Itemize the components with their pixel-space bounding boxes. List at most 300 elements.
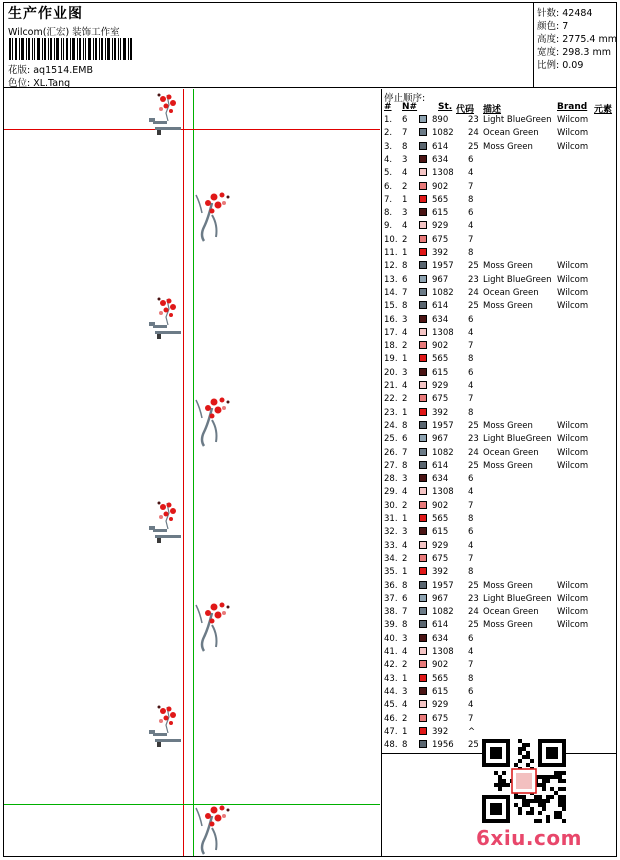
- brand-name: Wilcom: [557, 447, 589, 458]
- table-title: 停止顺序:: [384, 93, 426, 104]
- color-code: 6: [468, 474, 474, 485]
- table-row: [382, 301, 618, 314]
- row-number: 28.: [384, 474, 398, 485]
- needle-number: 4: [402, 540, 408, 551]
- table-row: [382, 408, 618, 421]
- watermark-text: 6xiu.com: [476, 826, 582, 850]
- needle-number: 4: [402, 327, 408, 338]
- brand-name: Wilcom: [557, 261, 589, 272]
- needle-number: 3: [402, 154, 408, 165]
- color-swatch: [419, 168, 427, 176]
- stitch-count: 929: [432, 381, 449, 391]
- flower-motif-small: [149, 499, 189, 545]
- needle-number: 8: [402, 740, 408, 751]
- row-number: 7.: [384, 194, 393, 205]
- needle-number: 7: [402, 128, 408, 139]
- color-code: 8: [468, 673, 474, 684]
- needle-number: 3: [402, 474, 408, 485]
- stitch-count: 634: [432, 154, 449, 165]
- stitch-count: 565: [432, 354, 449, 365]
- color-value: XL.Tang: [33, 78, 71, 89]
- needle-number: 1: [402, 194, 408, 205]
- color-swatch: [419, 514, 427, 522]
- row-number: 38.: [384, 607, 398, 618]
- flower-motif-large: [192, 394, 236, 452]
- color-swatch: [419, 474, 427, 482]
- color-swatch: [419, 487, 427, 495]
- color-code: 25: [468, 301, 479, 312]
- row-number: 11.: [384, 248, 398, 258]
- brand-name: Wilcom: [557, 593, 589, 604]
- color-swatch: [419, 541, 427, 549]
- row-number: 39.: [384, 620, 398, 631]
- row-number: 5.: [384, 168, 393, 179]
- color-description: Ocean Green: [483, 447, 539, 458]
- row-number: 40.: [384, 633, 398, 644]
- row-number: 16.: [384, 314, 398, 325]
- color-code: 4: [468, 487, 474, 498]
- col-header-element: 元素: [594, 105, 613, 115]
- needle-number: 3: [402, 633, 408, 644]
- row-number: 27.: [384, 460, 398, 471]
- needle-number: 1: [402, 673, 408, 684]
- color-code: 8: [468, 194, 474, 205]
- row-number: 36.: [384, 580, 398, 591]
- needle-number: 2: [402, 234, 408, 245]
- stats-panel: [534, 2, 617, 88]
- table-row: [382, 235, 618, 248]
- table-row: [382, 221, 618, 234]
- color-code: 23: [468, 115, 479, 125]
- row-number: 21.: [384, 381, 398, 391]
- needle-number: 1: [402, 407, 408, 418]
- color-code: 25: [468, 420, 479, 431]
- color-swatch: [419, 421, 427, 429]
- color-code: 4: [468, 221, 474, 232]
- row-number: 17.: [384, 327, 398, 338]
- color-code: 25: [468, 460, 479, 471]
- needle-number: 6: [402, 274, 408, 285]
- color-swatch: [419, 647, 427, 655]
- table-row: [382, 607, 618, 620]
- color-swatch: [419, 315, 427, 323]
- needle-number: 8: [402, 141, 408, 152]
- file-value: aq1514.EMB: [33, 65, 93, 76]
- table-row: [382, 527, 618, 540]
- table-row: [382, 394, 618, 407]
- color-description: Moss Green: [483, 301, 533, 312]
- color-swatch: [419, 328, 427, 336]
- color-code: 7: [468, 500, 474, 511]
- color-code: 8: [468, 354, 474, 365]
- stitch-count: 614: [432, 460, 449, 471]
- row-number: 9.: [384, 221, 393, 232]
- brand-name: Wilcom: [557, 460, 589, 471]
- flower-motif-large: [192, 189, 236, 247]
- needle-number: 8: [402, 261, 408, 272]
- color-swatch: [419, 674, 427, 682]
- table-row: [382, 474, 618, 487]
- stitch-count: 1082: [432, 607, 454, 618]
- color-line: [8, 75, 70, 89]
- stitch-count: 929: [432, 221, 449, 232]
- color-swatch: [419, 714, 427, 722]
- row-number: 34.: [384, 553, 398, 564]
- color-swatch: [419, 195, 427, 203]
- color-code: 25: [468, 580, 479, 591]
- stitch-count: 1308: [432, 327, 454, 338]
- stitch-count: 392: [432, 407, 449, 418]
- row-number: 31.: [384, 514, 398, 524]
- table-row: [382, 461, 618, 474]
- stitch-count: 967: [432, 593, 449, 604]
- col-header-brand: Brand: [557, 102, 588, 112]
- needle-number: 2: [402, 660, 408, 671]
- color-code: 24: [468, 287, 479, 298]
- stitch-count: 634: [432, 633, 449, 644]
- brand-name: Wilcom: [557, 434, 589, 445]
- row-number: 2.: [384, 128, 393, 139]
- color-code: 7: [468, 553, 474, 564]
- needle-number: 3: [402, 527, 408, 538]
- color-code: 6: [468, 314, 474, 325]
- table-row: [382, 155, 618, 168]
- color-swatch: [419, 275, 427, 283]
- table-row: [382, 261, 618, 274]
- color-code: 23: [468, 274, 479, 285]
- brand-name: Wilcom: [557, 607, 589, 618]
- color-code: 24: [468, 447, 479, 458]
- color-code: 24: [468, 128, 479, 139]
- color-code: 7: [468, 394, 474, 405]
- stitch-count: 675: [432, 553, 449, 564]
- brand-name: Wilcom: [557, 274, 589, 285]
- color-code: 6: [468, 633, 474, 644]
- color-swatch: [419, 354, 427, 362]
- stitch-count: 902: [432, 181, 449, 192]
- needle-number: 4: [402, 700, 408, 711]
- color-code: 6: [468, 367, 474, 378]
- color-code: 6: [468, 527, 474, 538]
- color-code: 25: [468, 261, 479, 272]
- needle-number: 8: [402, 580, 408, 591]
- needle-number: 3: [402, 208, 408, 219]
- col-header-st: St.: [438, 102, 453, 112]
- color-description: Light BlueGreen: [483, 593, 552, 604]
- color-code: 4: [468, 381, 474, 391]
- brand-name: Wilcom: [557, 287, 589, 298]
- color-swatch: [419, 554, 427, 562]
- color-swatch: [419, 235, 427, 243]
- stitch-count: 902: [432, 500, 449, 511]
- stitch-count: 967: [432, 274, 449, 285]
- color-swatch: [419, 394, 427, 402]
- stitch-count: 615: [432, 367, 449, 378]
- needle-number: 1: [402, 354, 408, 365]
- col-header-n: N#: [402, 102, 418, 112]
- header-panel: [3, 2, 534, 88]
- row-number: 22.: [384, 394, 398, 405]
- needle-number: 4: [402, 381, 408, 391]
- needle-number: 8: [402, 301, 408, 312]
- row-number: 18.: [384, 341, 398, 352]
- brand-name: Wilcom: [557, 620, 589, 631]
- color-swatch: [419, 740, 427, 748]
- row-number: 12.: [384, 261, 398, 272]
- table-row: [382, 581, 618, 594]
- color-code: 6: [468, 208, 474, 219]
- stitch-count: 890: [432, 115, 449, 125]
- needle-number: 4: [402, 647, 408, 657]
- stitch-count: 929: [432, 700, 449, 711]
- needle-number: 3: [402, 367, 408, 378]
- needle-number: 2: [402, 553, 408, 564]
- needle-number: 1: [402, 567, 408, 578]
- table-row: [382, 567, 618, 580]
- color-code: 25: [468, 141, 479, 152]
- color-code: 7: [468, 234, 474, 245]
- row-number: 1.: [384, 115, 393, 125]
- stitch-count: 675: [432, 394, 449, 405]
- color-swatch: [419, 448, 427, 456]
- flower-motif-large: [192, 802, 236, 856]
- stitch-count: 902: [432, 341, 449, 352]
- row-number: 15.: [384, 301, 398, 312]
- table-row: [382, 182, 618, 195]
- design-preview: [4, 89, 380, 856]
- table-row: [382, 128, 618, 141]
- color-code: 7: [468, 660, 474, 671]
- file-label: 花版:: [8, 65, 31, 76]
- color-swatch: [419, 567, 427, 575]
- color-code: 24: [468, 607, 479, 618]
- color-description: Moss Green: [483, 141, 533, 152]
- table-row: [382, 354, 618, 367]
- color-swatch: [419, 301, 427, 309]
- row-number: 13.: [384, 274, 398, 285]
- row-number: 26.: [384, 447, 398, 458]
- row-number: 8.: [384, 208, 393, 219]
- color-swatch: [419, 727, 427, 735]
- color-swatch: [419, 182, 427, 190]
- needle-number: 6: [402, 434, 408, 445]
- stitch-count: 565: [432, 514, 449, 524]
- table-row: [382, 208, 618, 221]
- color-swatch: [419, 634, 427, 642]
- color-description: Ocean Green: [483, 287, 539, 298]
- color-code: 8: [468, 514, 474, 524]
- brand-name: Wilcom: [557, 115, 589, 125]
- color-code: 23: [468, 434, 479, 445]
- col-header-desc: 描述: [483, 105, 502, 115]
- table-row: [382, 421, 618, 434]
- row-number: 47.: [384, 726, 398, 737]
- color-swatch: [419, 368, 427, 376]
- flower-motif-small: [149, 295, 189, 341]
- row-number: 37.: [384, 593, 398, 604]
- row-number: 19.: [384, 354, 398, 365]
- color-code: 6: [468, 154, 474, 165]
- needle-number: 3: [402, 686, 408, 697]
- table-row: [382, 620, 618, 633]
- table-row: [382, 328, 618, 341]
- stitch-count: 614: [432, 620, 449, 631]
- table-row: [382, 142, 618, 155]
- stitch-count: 1082: [432, 128, 454, 139]
- color-description: Light BlueGreen: [483, 115, 552, 125]
- row-number: 4.: [384, 154, 393, 165]
- row-number: 48.: [384, 740, 398, 751]
- table-row: [382, 687, 618, 700]
- color-code: 8: [468, 248, 474, 258]
- stat-height: 高度: 2775.4 mm: [537, 34, 618, 45]
- stat-stitches: 针数: 42484: [537, 8, 593, 19]
- color-swatch: [419, 341, 427, 349]
- needle-number: 2: [402, 500, 408, 511]
- stitch-count: 1082: [432, 447, 454, 458]
- color-description: Moss Green: [483, 580, 533, 591]
- row-number: 6.: [384, 181, 393, 192]
- row-number: 30.: [384, 500, 398, 511]
- color-code: 25: [468, 740, 479, 751]
- table-row: [382, 275, 618, 288]
- table-row: [382, 168, 618, 181]
- needle-number: 1: [402, 514, 408, 524]
- color-swatch: [419, 408, 427, 416]
- color-swatch: [419, 687, 427, 695]
- color-code: 6: [468, 686, 474, 697]
- table-row: [382, 434, 618, 447]
- row-number: 25.: [384, 434, 398, 445]
- color-code: 7: [468, 341, 474, 352]
- color-swatch: [419, 434, 427, 442]
- table-row: [382, 288, 618, 301]
- needle-number: 3: [402, 314, 408, 325]
- color-description: Light BlueGreen: [483, 274, 552, 285]
- flower-motif-small: [149, 91, 189, 137]
- table-row: [382, 368, 618, 381]
- color-code: 4: [468, 327, 474, 338]
- color-swatch: [419, 527, 427, 535]
- color-swatch: [419, 381, 427, 389]
- color-code: ^: [468, 726, 476, 737]
- stitch-count: 1957: [432, 261, 454, 272]
- table-row: [382, 660, 618, 673]
- row-number: 35.: [384, 567, 398, 578]
- color-description: Ocean Green: [483, 128, 539, 139]
- table-row: [382, 514, 618, 527]
- table-row: [382, 674, 618, 687]
- table-row: [382, 381, 618, 394]
- needle-number: 2: [402, 341, 408, 352]
- stitch-count: 565: [432, 194, 449, 205]
- color-swatch: [419, 248, 427, 256]
- needle-number: 1: [402, 726, 408, 737]
- barcode: [9, 38, 133, 60]
- color-code: 8: [468, 567, 474, 578]
- stitch-count: 614: [432, 141, 449, 152]
- stitch-count: 1957: [432, 580, 454, 591]
- color-code: 7: [468, 713, 474, 724]
- table-row: [382, 541, 618, 554]
- color-description: Moss Green: [483, 261, 533, 272]
- row-number: 41.: [384, 647, 398, 657]
- file-name-line: [8, 62, 93, 76]
- color-swatch: [419, 155, 427, 163]
- needle-number: 1: [402, 248, 408, 258]
- color-code: 4: [468, 168, 474, 179]
- footer-box: [381, 753, 617, 857]
- needle-number: 4: [402, 168, 408, 179]
- row-number: 29.: [384, 487, 398, 498]
- table-row: [382, 115, 618, 128]
- needle-number: 7: [402, 447, 408, 458]
- color-swatch: [419, 128, 427, 136]
- stat-colors: 颜色: 7: [537, 21, 569, 32]
- color-description: Moss Green: [483, 460, 533, 471]
- row-number: 33.: [384, 540, 398, 551]
- table-row: [382, 501, 618, 514]
- row-number: 10.: [384, 234, 398, 245]
- color-code: 23: [468, 593, 479, 604]
- stitch-count: 614: [432, 301, 449, 312]
- needle-number: 4: [402, 487, 408, 498]
- stitch-count: 565: [432, 673, 449, 684]
- table-row: [382, 554, 618, 567]
- needle-number: 6: [402, 115, 408, 125]
- stat-scale: 比例: 0.09: [537, 60, 584, 71]
- color-swatch: [419, 594, 427, 602]
- row-number: 20.: [384, 367, 398, 378]
- stitch-count: 634: [432, 314, 449, 325]
- row-number: 3.: [384, 141, 393, 152]
- color-swatch: [419, 221, 427, 229]
- color-code: 4: [468, 540, 474, 551]
- row-number: 42.: [384, 660, 398, 671]
- color-code: 4: [468, 647, 474, 657]
- brand-name: Wilcom: [557, 580, 589, 591]
- flower-motif-small: [149, 703, 189, 749]
- color-swatch: [419, 461, 427, 469]
- color-swatch: [419, 288, 427, 296]
- stitch-count: 902: [432, 660, 449, 671]
- table-row: [382, 248, 618, 261]
- row-number: 46.: [384, 713, 398, 724]
- table-row: [382, 448, 618, 461]
- row-number: 32.: [384, 527, 398, 538]
- color-swatch: [419, 261, 427, 269]
- flower-motif-large: [192, 599, 236, 657]
- stitch-count: 392: [432, 567, 449, 578]
- company-subtitle: Wilcom(汇宏) 装饰工作室: [8, 27, 120, 38]
- color-swatch: [419, 142, 427, 150]
- needle-number: 8: [402, 620, 408, 631]
- color-swatch: [419, 581, 427, 589]
- needle-number: 6: [402, 593, 408, 604]
- stitch-count: 675: [432, 713, 449, 724]
- table-row: [382, 714, 618, 727]
- color-swatch: [419, 208, 427, 216]
- stitch-count: 1308: [432, 487, 454, 498]
- row-number: 44.: [384, 686, 398, 697]
- brand-name: Wilcom: [557, 420, 589, 431]
- needle-number: 2: [402, 713, 408, 724]
- color-code: 25: [468, 620, 479, 631]
- color-code: 7: [468, 181, 474, 192]
- stitch-count: 967: [432, 434, 449, 445]
- row-number: 45.: [384, 700, 398, 711]
- col-header-code: 代码: [456, 105, 475, 115]
